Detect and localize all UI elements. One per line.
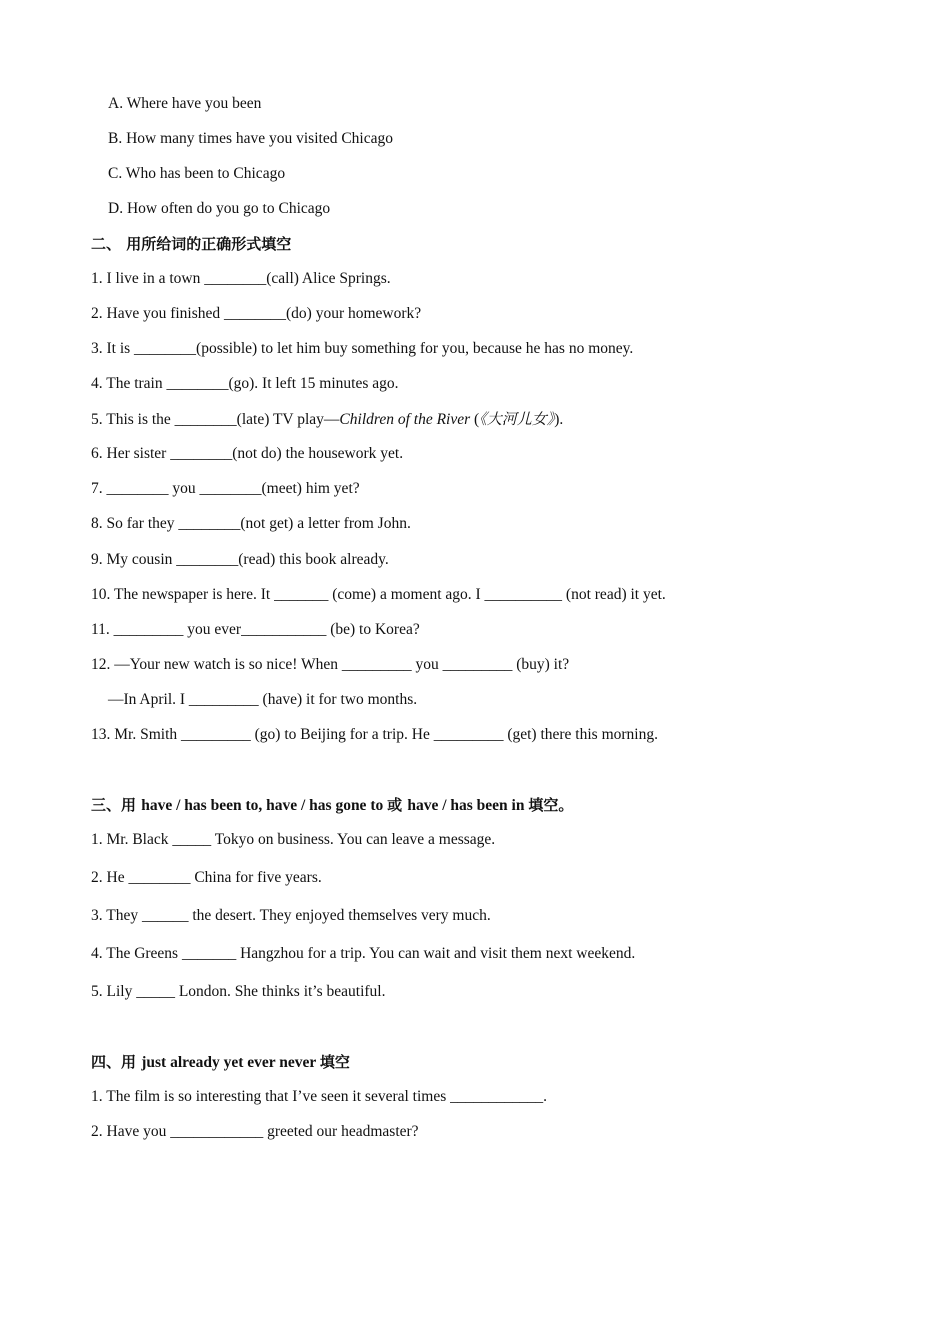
s2-question-7: 7. ________ you ________(meet) him yet? [91, 480, 360, 497]
s2-question-6: 6. Her sister ________(not do) the housework yet. [91, 445, 404, 462]
s2-question-4: 4. The train ________(go). It left 15 minutes ago. [91, 375, 399, 392]
s2-question-3: 3. It is ________(possible) to let him buy something for you, because he has no money. [91, 340, 634, 357]
s2-q5-chinese-title: 《大河儿女》 [479, 410, 555, 428]
s2-question-2: 2. Have you finished ________(do) your homework? [91, 305, 422, 322]
s4-question-2: 2. Have you ____________ greeted our headmaster? [91, 1123, 419, 1140]
s2-q5-title: Children of the River [339, 411, 471, 428]
section-2-title [91, 234, 291, 255]
s2-question-8: 8. So far they ________(not get) a letter from John. [91, 515, 411, 532]
section-3-title [91, 795, 573, 816]
s3-question-1: 1. Mr. Black _____ Tokyo on business. You can leave a message. [91, 831, 496, 848]
s3-title-a: 三、用 [91, 796, 142, 814]
s2-question-13: 13. Mr. Smith _________ (go) to Beijing for a trip. He _________ (get) there this morning. [91, 726, 658, 743]
s3-title-b: have / has been to, have / has gone to [141, 797, 388, 814]
s4-title-b: just already yet ever never [141, 1054, 320, 1071]
s3-title-e: 填空。 [528, 796, 574, 814]
option-a: A. Where have you been [108, 95, 262, 112]
option-c: C. Who has been to Chicago [108, 165, 286, 182]
option-d: D. How often do you go to Chicago [108, 200, 331, 217]
s4-title-c: 填空 [319, 1053, 350, 1071]
s3-question-4: 4. The Greens _______ Hangzhou for a trip. You can wait and visit them next weekend. [91, 945, 636, 962]
section-2-title-text: 二、 用所给词的正确形式填空 [91, 235, 292, 253]
s3-question-3: 3. They ______ the desert. They enjoyed themselves very much. [91, 907, 491, 924]
s2-question-12b: —In April. I _________ (have) it for two months. [108, 691, 418, 708]
s2-question-10: 10. The newspaper is here. It _______ (come) a moment ago. I __________ (not read) it yet. [91, 586, 666, 603]
s3-question-2: 2. He ________ China for five years. [91, 869, 322, 886]
s4-title-a: 四、用 [91, 1053, 142, 1071]
section-4-title [91, 1052, 350, 1073]
s3-title-c: 或 [387, 796, 408, 814]
option-b: B. How many times have you visited Chicago [108, 130, 393, 147]
s2-q5-end: ). [554, 411, 564, 428]
s2-question-1: 1. I live in a town ________(call) Alice Springs. [91, 270, 391, 287]
s2-question-5 [91, 409, 563, 430]
s3-title-d: have / has been in [407, 797, 529, 814]
s2-question-12a: 12. —Your new watch is so nice! When _________ you _________ (buy) it? [91, 656, 570, 673]
s2-q5-space: ( [470, 411, 480, 428]
s4-question-1: 1. The film is so interesting that I’ve seen it several times ____________. [91, 1088, 548, 1105]
s2-question-11: 11. _________ you ever___________ (be) to Korea? [91, 621, 420, 638]
s3-question-5: 5. Lily _____ London. She thinks it’s beautiful. [91, 983, 386, 1000]
s2-q5-prefix: 5. This is the ________(late) TV play— [91, 411, 340, 428]
s2-question-9: 9. My cousin ________(read) this book already. [91, 551, 389, 568]
